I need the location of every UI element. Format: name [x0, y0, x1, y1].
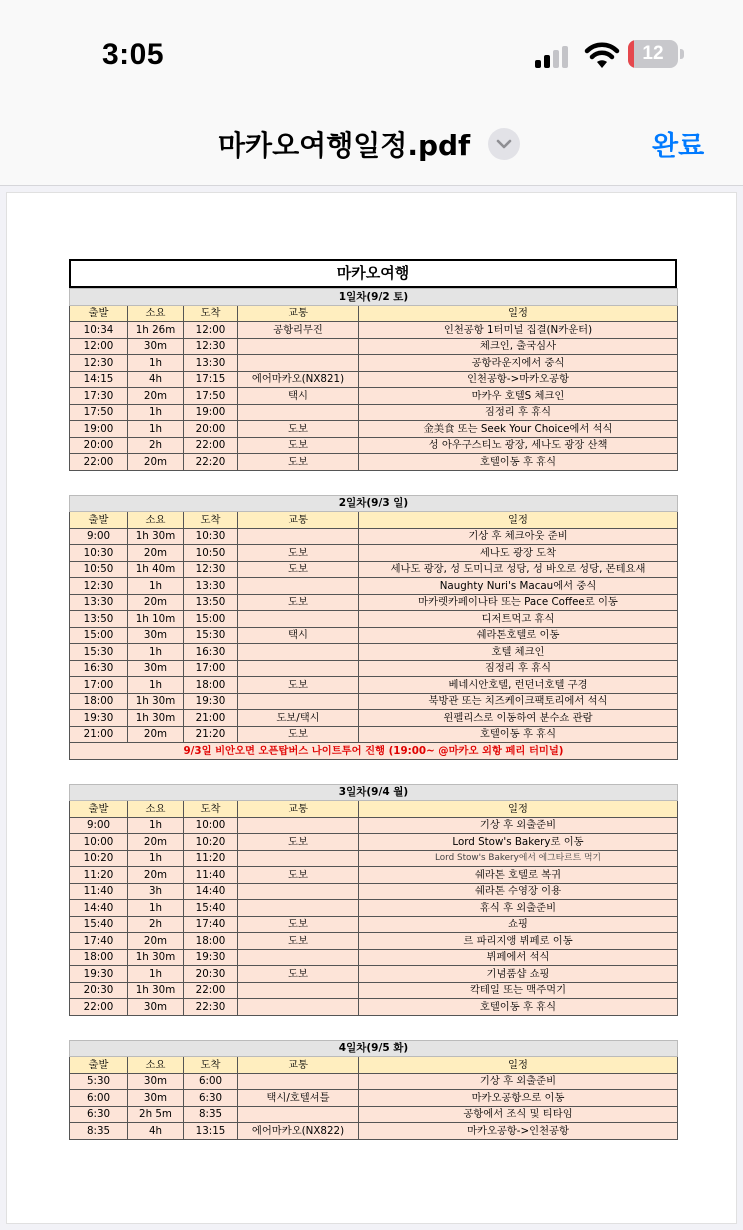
day-header: [70, 784, 678, 801]
table-cell: 18:00: [70, 693, 128, 710]
table-cell: 20:30: [70, 982, 128, 999]
table-row: [70, 710, 678, 727]
day-spacer: [69, 1016, 677, 1040]
table-cell: 15:40: [184, 900, 238, 917]
table-cell: 마카오공항->인천공항: [359, 1123, 678, 1140]
table-cell: 30m: [128, 1073, 184, 1090]
table-cell: 도보: [238, 726, 359, 743]
table-cell: 4h: [128, 371, 184, 388]
document-title[interactable]: 마카오여행일정.pdf: [218, 129, 471, 162]
table-cell: 호텔 체크인: [359, 644, 678, 661]
wifi-icon: [584, 40, 620, 70]
table-cell: 19:00: [70, 421, 128, 438]
column-header: 교통: [238, 305, 359, 322]
table-cell: 12:00: [184, 322, 238, 339]
table-cell: 11:20: [70, 867, 128, 884]
table-cell: 1h 30m: [128, 710, 184, 727]
table-row: [70, 1090, 678, 1107]
table-cell: 20m: [128, 726, 184, 743]
table-cell: 택시: [238, 627, 359, 644]
table-cell: 20m: [128, 867, 184, 884]
table-cell: 짐정리 후 휴식: [359, 660, 678, 677]
table-cell: 8:35: [184, 1106, 238, 1123]
day-table: [69, 288, 678, 471]
table-cell: 10:50: [70, 561, 128, 578]
itinerary-sheet: [69, 259, 677, 1140]
table-cell: 1h: [128, 850, 184, 867]
table-cell: 쉐라톤호텔로 이동: [359, 627, 678, 644]
table-cell: 인천공항->마카오공항: [359, 371, 678, 388]
table-row: [70, 388, 678, 405]
table-cell: 17:15: [184, 371, 238, 388]
status-time: 3:05: [102, 38, 165, 71]
table-cell: 22:00: [184, 982, 238, 999]
table-row: [70, 355, 678, 372]
table-row: [70, 322, 678, 339]
table-row: [70, 850, 678, 867]
table-cell: 10:00: [184, 817, 238, 834]
table-row: [70, 982, 678, 999]
table-cell: 도보: [238, 561, 359, 578]
table-row: [70, 1106, 678, 1123]
table-cell: 8:35: [70, 1123, 128, 1140]
table-cell: [238, 338, 359, 355]
table-cell: 1h 30m: [128, 949, 184, 966]
table-cell: 성 아우구스티노 광장, 세나도 광장 산책: [359, 437, 678, 454]
column-header: 일정: [359, 305, 678, 322]
table-cell: [238, 883, 359, 900]
table-cell: Lord Stow's Bakery에서 에그타르트 먹기: [359, 850, 678, 867]
day-header: [70, 289, 678, 306]
day-spacer: [69, 471, 677, 495]
table-cell: 6:30: [70, 1106, 128, 1123]
day-title: 4일차(9/5 화): [70, 1040, 678, 1057]
note-row: [70, 743, 678, 760]
table-row: [70, 545, 678, 562]
table-cell: 도보: [238, 421, 359, 438]
table-cell: 택시/호텔셔틀: [238, 1090, 359, 1107]
table-cell: 17:40: [70, 933, 128, 950]
table-cell: 도보: [238, 677, 359, 694]
column-header: 일정: [359, 512, 678, 529]
table-cell: 기념품샵 쇼핑: [359, 966, 678, 983]
table-cell: 호텔이동 후 휴식: [359, 726, 678, 743]
table-cell: 20:00: [184, 421, 238, 438]
day-table: [69, 495, 678, 760]
table-cell: [238, 999, 359, 1016]
table-cell: 17:00: [70, 677, 128, 694]
table-row: [70, 726, 678, 743]
table-row: [70, 1123, 678, 1140]
column-header: 소요: [128, 305, 184, 322]
table-cell: 기상 후 외출준비: [359, 1073, 678, 1090]
column-header: 일정: [359, 1057, 678, 1074]
table-row: [70, 677, 678, 694]
rain-plan-note: 9/3일 비안오면 오픈탑버스 나이트투어 진행 (19:00~ @마카오 외항 페리 터미널): [70, 743, 678, 760]
table-cell: 20m: [128, 933, 184, 950]
table-cell: 19:30: [184, 949, 238, 966]
table-cell: 11:40: [184, 867, 238, 884]
table-cell: 14:15: [70, 371, 128, 388]
table-cell: 르 파리지앵 뷔페로 이동: [359, 933, 678, 950]
column-header: 출발: [70, 801, 128, 818]
table-cell: 호텔이동 후 휴식: [359, 999, 678, 1016]
table-cell: 13:30: [184, 355, 238, 372]
pdf-page: [6, 192, 737, 1224]
table-cell: 金美食 또는 Seek Your Choice에서 석식: [359, 421, 678, 438]
table-cell: 체크인, 출국심사: [359, 338, 678, 355]
table-cell: 1h: [128, 900, 184, 917]
day-spacer: [69, 760, 677, 784]
table-cell: 1h: [128, 644, 184, 661]
table-cell: 1h: [128, 355, 184, 372]
table-cell: 30m: [128, 1090, 184, 1107]
table-cell: 20m: [128, 594, 184, 611]
day-header: [70, 1040, 678, 1057]
table-cell: 칵테일 또는 맥주먹기: [359, 982, 678, 999]
table-cell: 16:30: [184, 644, 238, 661]
table-cell: 21:00: [70, 726, 128, 743]
done-button[interactable]: 완료: [652, 131, 705, 162]
table-row: [70, 644, 678, 661]
table-cell: [238, 949, 359, 966]
column-header-row: [70, 1057, 678, 1074]
table-cell: 도보: [238, 933, 359, 950]
sheet-title: 마카오여행: [69, 259, 677, 288]
table-row: [70, 933, 678, 950]
table-cell: 마카렛카페이나타 또는 Pace Coffee로 이동: [359, 594, 678, 611]
table-row: [70, 627, 678, 644]
table-row: [70, 611, 678, 628]
table-cell: [238, 528, 359, 545]
table-cell: [238, 693, 359, 710]
column-header: 일정: [359, 801, 678, 818]
table-cell: 공항에서 조식 및 티타임: [359, 1106, 678, 1123]
table-cell: 14:40: [184, 883, 238, 900]
table-cell: [238, 355, 359, 372]
table-cell: 20m: [128, 834, 184, 851]
table-row: [70, 817, 678, 834]
table-cell: 6:00: [70, 1090, 128, 1107]
table-cell: 19:00: [184, 404, 238, 421]
day-title: 2일차(9/3 일): [70, 495, 678, 512]
table-cell: 17:50: [184, 388, 238, 405]
table-cell: 세나도 광장, 성 도미니코 성당, 성 바오로 성당, 몬테요새: [359, 561, 678, 578]
table-row: [70, 578, 678, 595]
table-cell: 12:30: [70, 355, 128, 372]
column-header: 출발: [70, 1057, 128, 1074]
table-cell: 1h: [128, 677, 184, 694]
table-cell: 6:30: [184, 1090, 238, 1107]
table-row: [70, 371, 678, 388]
table-cell: 도보: [238, 594, 359, 611]
table-cell: [238, 660, 359, 677]
table-row: [70, 660, 678, 677]
table-cell: 12:30: [70, 578, 128, 595]
table-cell: 15:00: [70, 627, 128, 644]
table-cell: 에어마카오(NX821): [238, 371, 359, 388]
day-table: [69, 1040, 678, 1140]
table-cell: [238, 850, 359, 867]
table-cell: [238, 1073, 359, 1090]
table-cell: 2h: [128, 437, 184, 454]
table-cell: 4h: [128, 1123, 184, 1140]
table-cell: 도보: [238, 867, 359, 884]
column-header: 교통: [238, 801, 359, 818]
table-cell: 3h: [128, 883, 184, 900]
table-cell: 1h: [128, 578, 184, 595]
table-cell: 20:30: [184, 966, 238, 983]
table-cell: 6:00: [184, 1073, 238, 1090]
table-cell: 13:15: [184, 1123, 238, 1140]
column-header: 도착: [184, 512, 238, 529]
table-cell: [238, 578, 359, 595]
table-row: [70, 528, 678, 545]
table-cell: 도보: [238, 545, 359, 562]
table-cell: 도보: [238, 437, 359, 454]
status-bar: [0, 0, 743, 100]
table-row: [70, 693, 678, 710]
table-cell: 1h: [128, 404, 184, 421]
table-row: [70, 867, 678, 884]
table-cell: 에어마카오(NX822): [238, 1123, 359, 1140]
table-row: [70, 594, 678, 611]
table-cell: 22:30: [184, 999, 238, 1016]
table-cell: 18:00: [184, 677, 238, 694]
table-cell: 22:00: [184, 437, 238, 454]
table-cell: 10:30: [70, 545, 128, 562]
table-row: [70, 883, 678, 900]
table-cell: 1h 40m: [128, 561, 184, 578]
column-header: 도착: [184, 801, 238, 818]
table-cell: 도보: [238, 454, 359, 471]
column-header-row: [70, 305, 678, 322]
table-row: [70, 561, 678, 578]
table-cell: 공항리무진: [238, 322, 359, 339]
day-table: [69, 784, 678, 1016]
table-cell: 15:30: [70, 644, 128, 661]
table-cell: 마카우 호텔S 체크인: [359, 388, 678, 405]
table-row: [70, 916, 678, 933]
table-cell: Naughty Nuri's Macau에서 중식: [359, 578, 678, 595]
table-cell: 20m: [128, 388, 184, 405]
table-cell: 2h: [128, 916, 184, 933]
table-cell: [238, 404, 359, 421]
table-cell: Lord Stow's Bakery로 이동: [359, 834, 678, 851]
table-cell: 15:00: [184, 611, 238, 628]
table-cell: 30m: [128, 999, 184, 1016]
table-cell: 9:00: [70, 817, 128, 834]
table-cell: 뷔페에서 석식: [359, 949, 678, 966]
column-header: 출발: [70, 512, 128, 529]
table-cell: 북방관 또는 치즈케이크팩토리에서 석식: [359, 693, 678, 710]
table-cell: 윈펠리스로 이동하여 분수쇼 관람: [359, 710, 678, 727]
table-cell: [238, 644, 359, 661]
table-cell: [238, 611, 359, 628]
table-cell: 쉐라톤 수영장 이용: [359, 883, 678, 900]
table-cell: 13:30: [70, 594, 128, 611]
table-row: [70, 966, 678, 983]
table-row: [70, 900, 678, 917]
table-cell: 1h 26m: [128, 322, 184, 339]
table-cell: [238, 817, 359, 834]
table-cell: 19:30: [70, 710, 128, 727]
table-cell: 마카오공항으로 이동: [359, 1090, 678, 1107]
column-header-row: [70, 512, 678, 529]
column-header: 소요: [128, 512, 184, 529]
table-cell: 18:00: [70, 949, 128, 966]
table-cell: 기상 후 외출준비: [359, 817, 678, 834]
table-cell: 11:20: [184, 850, 238, 867]
table-cell: 12:30: [184, 338, 238, 355]
table-cell: 10:00: [70, 834, 128, 851]
table-row: [70, 437, 678, 454]
table-cell: 13:50: [70, 611, 128, 628]
table-cell: 15:30: [184, 627, 238, 644]
table-cell: 30m: [128, 660, 184, 677]
table-cell: 10:34: [70, 322, 128, 339]
table-cell: 22:00: [70, 999, 128, 1016]
table-cell: 호텔이동 후 휴식: [359, 454, 678, 471]
table-row: [70, 834, 678, 851]
table-cell: 10:20: [70, 850, 128, 867]
table-cell: 21:00: [184, 710, 238, 727]
table-cell: 13:30: [184, 578, 238, 595]
table-cell: 휴식 후 외출준비: [359, 900, 678, 917]
table-cell: [238, 982, 359, 999]
table-cell: 1h 30m: [128, 528, 184, 545]
nav-bar: [0, 100, 743, 186]
table-cell: 10:20: [184, 834, 238, 851]
table-cell: 기상 후 체크아웃 준비: [359, 528, 678, 545]
table-cell: 13:50: [184, 594, 238, 611]
table-cell: 쉐라톤 호텔로 복귀: [359, 867, 678, 884]
table-cell: 11:40: [70, 883, 128, 900]
table-cell: 디저트먹고 휴식: [359, 611, 678, 628]
column-header: 도착: [184, 305, 238, 322]
day-header: [70, 495, 678, 512]
table-cell: 10:30: [184, 528, 238, 545]
day-title: 1일차(9/2 토): [70, 289, 678, 306]
table-row: [70, 999, 678, 1016]
table-cell: 22:00: [70, 454, 128, 471]
column-header-row: [70, 801, 678, 818]
table-cell: 20m: [128, 545, 184, 562]
table-cell: 도보: [238, 966, 359, 983]
table-cell: 20:00: [70, 437, 128, 454]
table-cell: 1h 30m: [128, 693, 184, 710]
table-cell: [238, 1106, 359, 1123]
table-cell: 10:50: [184, 545, 238, 562]
chevron-down-icon[interactable]: [488, 128, 520, 160]
table-cell: 12:00: [70, 338, 128, 355]
table-cell: 도보: [238, 916, 359, 933]
table-cell: 17:40: [184, 916, 238, 933]
table-cell: 9:00: [70, 528, 128, 545]
table-cell: 1h 30m: [128, 982, 184, 999]
table-cell: 30m: [128, 338, 184, 355]
table-cell: 20m: [128, 454, 184, 471]
table-cell: 베네시안호텔, 런던너호텔 구경: [359, 677, 678, 694]
table-cell: 17:30: [70, 388, 128, 405]
column-header: 교통: [238, 512, 359, 529]
table-cell: 16:30: [70, 660, 128, 677]
table-row: [70, 1073, 678, 1090]
table-cell: 짐정리 후 휴식: [359, 404, 678, 421]
battery-level: 12: [642, 43, 664, 64]
table-cell: 15:40: [70, 916, 128, 933]
table-cell: 5:30: [70, 1073, 128, 1090]
table-cell: 21:20: [184, 726, 238, 743]
table-cell: 쇼핑: [359, 916, 678, 933]
column-header: 소요: [128, 801, 184, 818]
column-header: 교통: [238, 1057, 359, 1074]
table-cell: 22:20: [184, 454, 238, 471]
table-cell: 1h: [128, 421, 184, 438]
table-cell: 1h: [128, 966, 184, 983]
table-cell: 17:50: [70, 404, 128, 421]
table-cell: 도보/택시: [238, 710, 359, 727]
column-header: 도착: [184, 1057, 238, 1074]
table-cell: 30m: [128, 627, 184, 644]
table-cell: 12:30: [184, 561, 238, 578]
table-cell: 2h 5m: [128, 1106, 184, 1123]
table-row: [70, 421, 678, 438]
column-header: 출발: [70, 305, 128, 322]
day-title: 3일차(9/4 월): [70, 784, 678, 801]
table-cell: 17:00: [184, 660, 238, 677]
table-cell: 공항라운지에서 중식: [359, 355, 678, 372]
table-cell: 택시: [238, 388, 359, 405]
table-cell: 18:00: [184, 933, 238, 950]
table-cell: [238, 900, 359, 917]
column-header: 소요: [128, 1057, 184, 1074]
table-row: [70, 338, 678, 355]
table-cell: 1h 10m: [128, 611, 184, 628]
table-cell: 인천공항 1터미널 집결(N카운터): [359, 322, 678, 339]
cellular-signal-icon: [535, 46, 569, 68]
table-cell: 1h: [128, 817, 184, 834]
table-row: [70, 949, 678, 966]
table-cell: 도보: [238, 834, 359, 851]
table-cell: 19:30: [70, 966, 128, 983]
table-row: [70, 454, 678, 471]
table-row: [70, 404, 678, 421]
table-cell: 19:30: [184, 693, 238, 710]
table-cell: 세나도 광장 도착: [359, 545, 678, 562]
battery-icon: [628, 40, 684, 68]
table-cell: 14:40: [70, 900, 128, 917]
